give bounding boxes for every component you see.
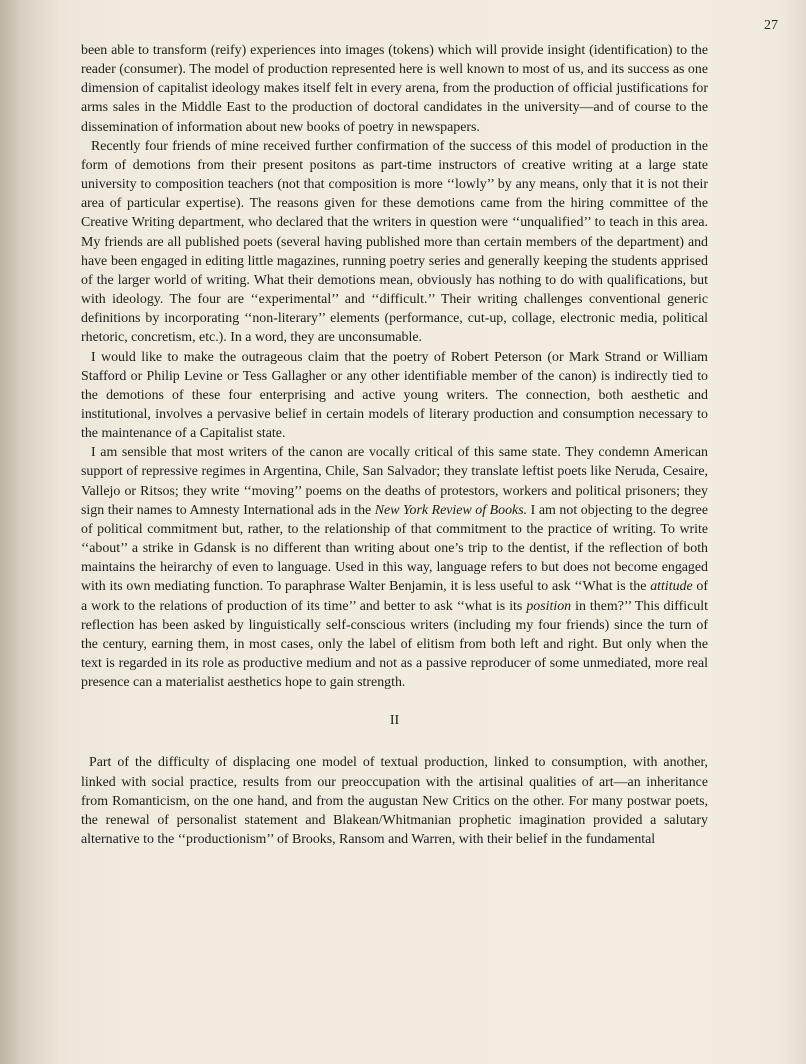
- body-text: [81, 41, 708, 849]
- journal-title-italic: New York Review of Books.: [374, 502, 528, 518]
- position-italic: position: [526, 598, 572, 614]
- section-heading: II: [389, 713, 400, 729]
- attitude-italic: attitude: [650, 579, 693, 595]
- paragraph-4-text-3: of a work to the relations of production of its time’’ and better to ask ‘‘what is its: [81, 579, 709, 614]
- page-number: 27: [764, 18, 778, 33]
- paragraph-3: I would like to make the outrageous claim that the poetry of Robert Peterson (or Mark Strand or William Stafford or Philip Levine or Tess Gallagher or any other identifiable member of the canon) is indirectly tied to the demotions of these four enterprising and active young writers. The connection, both aesthetic and institutional, involves a pervasive belief in certain models of literary production and consumption necessary to the maintenance of a Capitalist state.: [81, 349, 708, 442]
- section-paragraph-1: Part of the difficulty of displacing one model of textual production, linked to consumption, with another, linked with social practice, results from our preoccupation with the artisinal qualities of art—an inheritance from Romanticism, on the one hand, and from the augustan New Critics on the other. For many postwar poets, the renewal of personalist statement and Blakean/Whitmanian prophetic imagination provided a salutary alternative to the ‘‘productionism’’ of Brooks, Ransom and Warren, with their belief in the fundamental: [81, 755, 708, 848]
- paragraph-4: [81, 443, 708, 692]
- paragraph-4-text-1: I am sensible that most writers of the canon are vocally critical of this same state. They condemn American support of repressive regimes in Argentina, Chile, San Salvador; they translate leftist poets like Neruda, Cesaire, Vallejo or Ritsos; they write ‘‘moving’’ poems on the deaths of protestors, workers and political prisoners; they sign their names to Amnesty International ads in the: [81, 445, 708, 518]
- paragraph-2: Recently four friends of mine received further confirmation of the success of this model of production in the form of demotions from their present positons as part-time instructors of creative writing at a large state university to composition teachers (not that composition is more ‘‘lowly’’ by any means, only that it is not their area of particular expertise). The reasons given for these demotions came from the hiring committee of the Creative Writing department, who declared that the writers in question were ‘‘unqualified’’ to teach in this area. My friends are all published poets (several having published more than certain members of the department) and have been engaged in editing little magazines, running poetry series and generally keeping the students apprised of the larger world of writing. What their demotions mean, obviously has nothing to do with qualifications, but with ideology. The four are ‘‘experimental’’ and ‘‘difficult.’’ Their writing challenges conventional generic definitions by incorporating ‘‘non-literary’’ elements (performance, cut-up, collage, electronic media, political rhetoric, concretism, etc.). In a word, they are unconsumable.: [81, 138, 708, 346]
- paragraph-4-text-2: I am not objecting to the degree of political commitment but, rather, to the relationship of that commitment to the practice of writing. To write ‘‘about’’ a strike in Gdansk is no different than writing about one’s trip to the dentist, if the reflection of both maintains the heirarchy of even to language. Used in this way, language refers to but does not become engaged with its own mediating function. To paraphrase Walter Benjamin, it is less useful to ask ‘‘What is the: [81, 502, 708, 595]
- paragraph-4-text-4: in them?’’ This difficult reflection has been asked by linguistically self-conscious writers (including my four friends) since the turn of the century, earning them, in most cases, only the label of elitism from both left and right. But only when the text is regarded in its role as productive medium and not as a passive reproducer of some unmediated, more real presence can a materialist aesthetics hope to gain strength.: [81, 598, 708, 691]
- paragraph-1: been able to transform (reify) experiences into images (tokens) which will provide insight (identification) to the reader (consumer). The model of production represented here is well known to most of us, and its success as one dimension of capitalist ideology makes itself felt in every arena, from the production of official justifications for arms sales in the Middle East to the production of doctoral candidates in the university—and of course to the dissemination of information about new books of poetry in newspapers.: [81, 43, 708, 135]
